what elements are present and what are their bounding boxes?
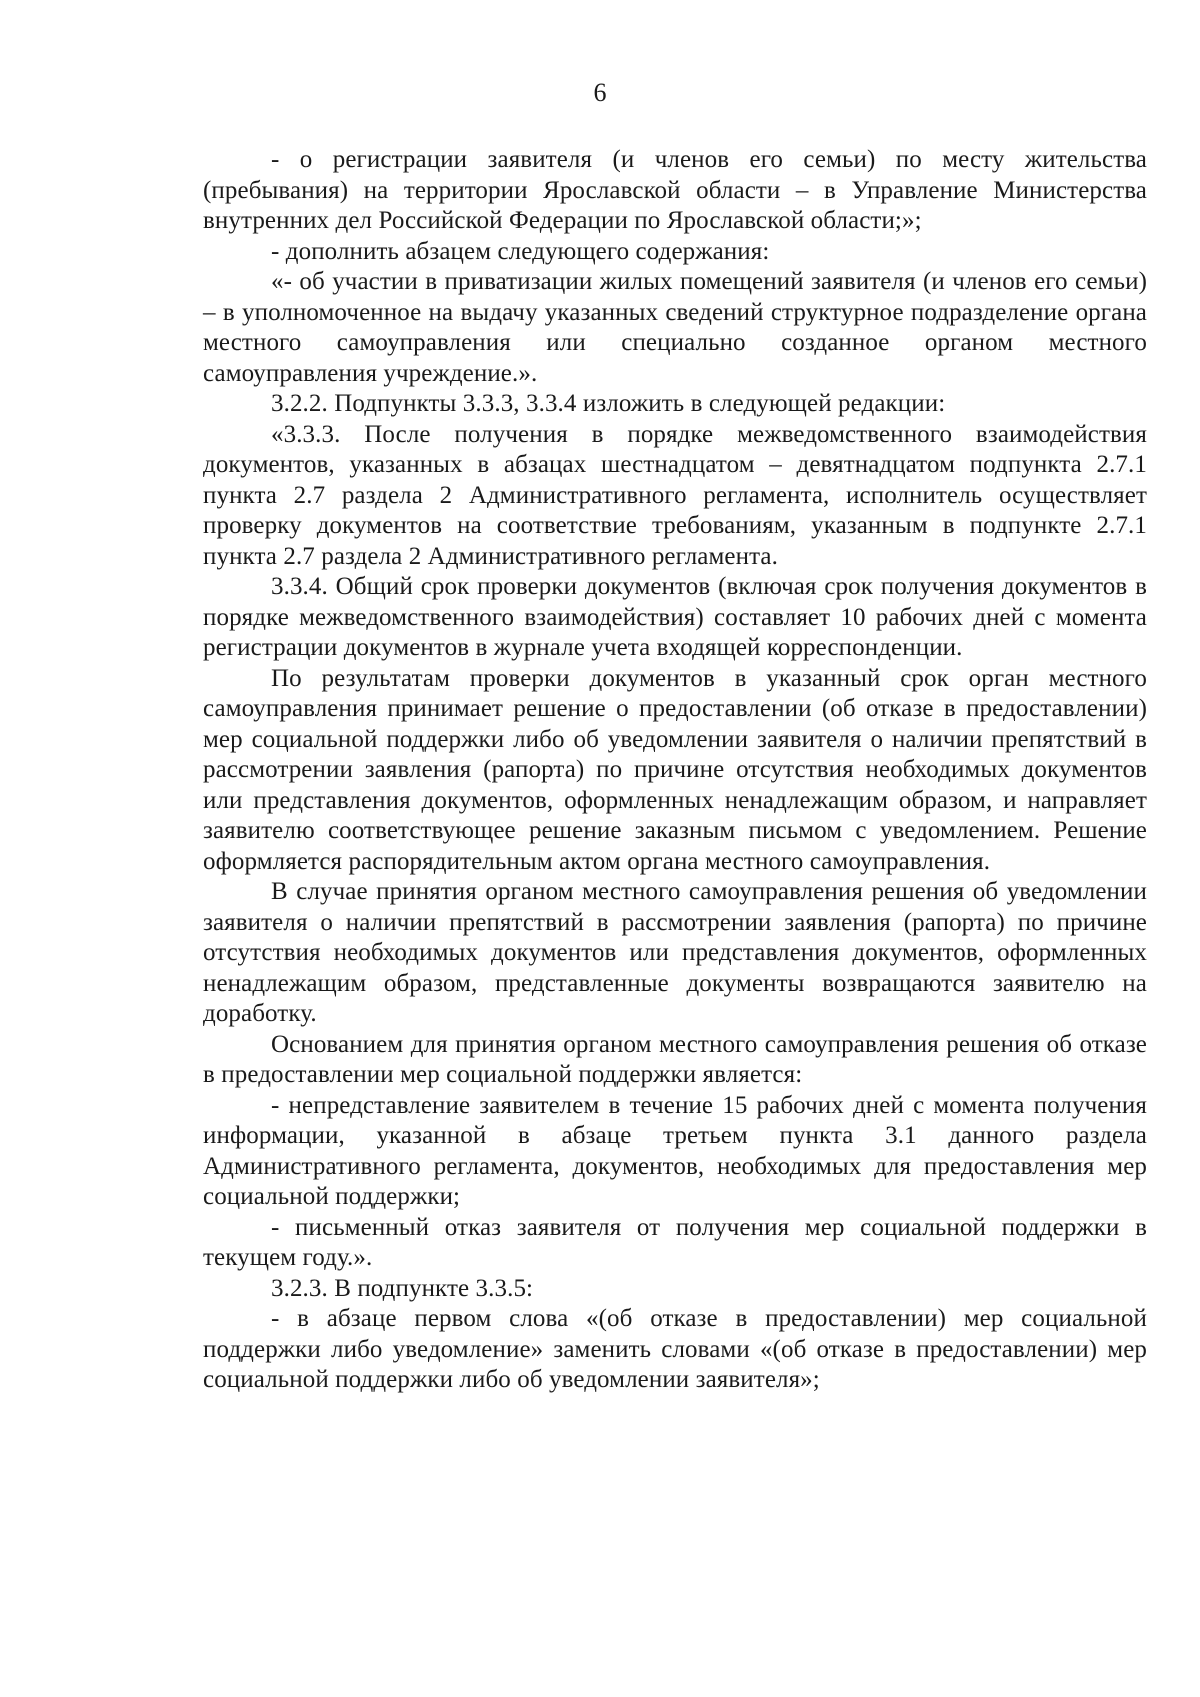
paragraph: 3.2.3. В подпункте 3.3.5:: [271, 1274, 534, 1302]
paragraph: По результатам проверки документов в указанный срок орган местного самоуправления принимает решение о предоставлении (об отказе в предоставлении) мер социальной поддержки либо об уведомлении заявителя о наличии препятствий в рассмотрении заявления (рапорта) по причине отсутствия необходимых документов или представления документов, оформленных ненадлежащим образом, и направляет заявителю соответствующее решение заказным письмом с уведомлением. Решение оформляется распорядительным актом органа местного самоуправления.: [203, 664, 1147, 875]
paragraph: Основанием для принятия органом местного самоуправления решения об отказе в предоставлении мер социальной поддержки является:: [203, 1030, 1147, 1088]
paragraph: - дополнить абзацем следующего содержания:: [271, 237, 770, 265]
paragraph: 3.2.2. Подпункты 3.3.3, 3.3.4 изложить в следующей редакции:: [271, 390, 946, 417]
paragraph: - о регистрации заявителя (и членов его семьи) по месту жительства (пребывания) на территории Ярославской области – в Управление Министерства внутренних дел Российской Федерации по Ярославской области;»;: [203, 146, 1147, 234]
paragraph: «- об участии в приватизации жилых помещений заявителя (и членов его семьи) – в уполномоченное на выдачу указанных сведений структурное подразделение органа местного самоуправления или специально созданное органом местного самоуправления учреждение.».: [203, 268, 1147, 387]
paragraph: В случае принятия органом местного самоуправления решения об уведомлении заявителя о наличии препятствий в рассмотрении заявления (рапорта) по причине отсутствия необходимых документов или представления документов, оформленных ненадлежащим образом, представленные документы возвращаются заявителю на доработку.: [203, 878, 1147, 1027]
paragraph: - в абзаце первом слова «(об отказе в предоставлении) мер социальной поддержки либо уведомление» заменить словами «(об отказе в предоставлении) мер социальной поддержки либо об уведомлении заявителя»;: [203, 1305, 1147, 1393]
paragraph: - письменный отказ заявителя от получения мер социальной поддержки в текущем году.».: [203, 1213, 1147, 1271]
paragraph: «3.3.3. После получения в порядке межведомственного взаимодействия документов, указанных в абзацах шестнадцатом – девятнадцатом подпункта 2.7.1 пункта 2.7 раздела 2 Административного регламента, исполнитель осуществляет проверку документов на соответствие требованиям, указанным в подпункте 2.7.1 пункта 2.7 раздела 2 Административного регламента.: [203, 420, 1147, 570]
page-number: 6: [593, 78, 607, 107]
paragraph: - непредставление заявителем в течение 15 рабочих дней с момента получения информации, указанной в абзаце третьем пункта 3.1 данного раздела Административного регламента, документов, необходимых для предоставления мер социальной поддержки;: [203, 1091, 1147, 1210]
document-body: [203, 145, 1147, 1396]
paragraph: 3.3.4. Общий срок проверки документов (включая срок получения документов в порядке межведомственного взаимодействия) составляет 10 рабочих дней с момента регистрации документов в журнале учета входящей корреспонденции.: [203, 573, 1147, 661]
